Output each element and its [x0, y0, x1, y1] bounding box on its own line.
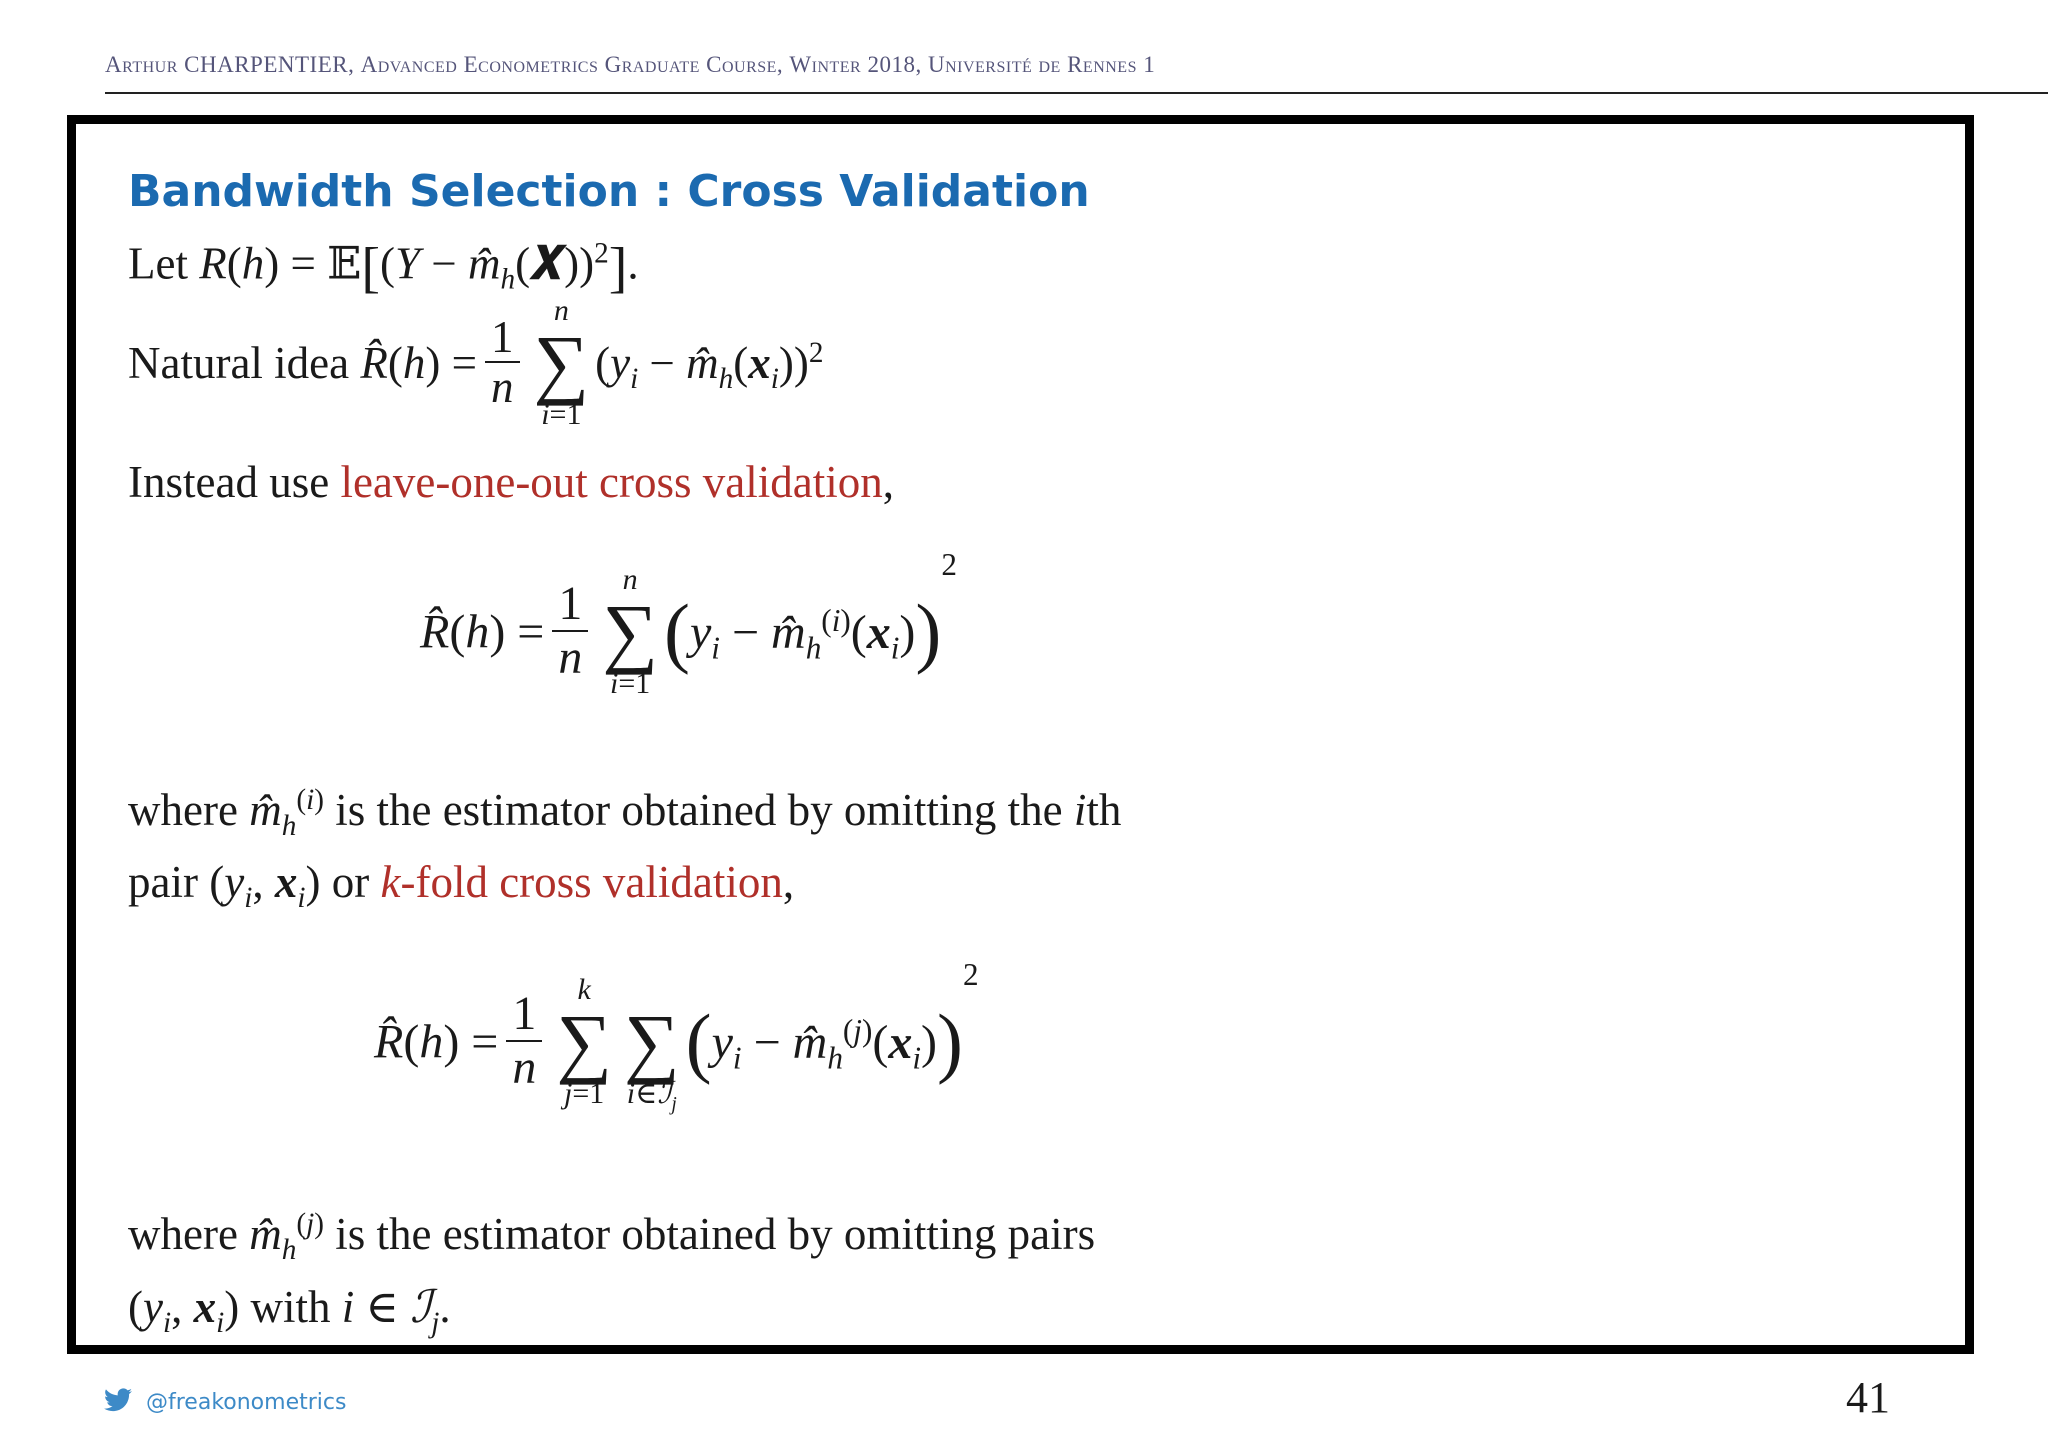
twitter-bird-icon — [104, 1388, 132, 1412]
loocv-line: Instead use leave-one-out cross validation, — [128, 457, 894, 507]
twitter-handle[interactable]: @freakonometrics — [146, 1390, 347, 1415]
kfold-estimator-line: where $m̂_h^{(j)}$ is the estimator obtained by omitting pairs — [128, 1208, 1096, 1266]
loocv-term: leave-one-out cross validation — [340, 457, 883, 507]
page-number: 41 — [1846, 1373, 1890, 1422]
kfold-line: pair ($y_i$, $x_i$) or k-fold cross validation, — [128, 857, 795, 914]
loocv-estimator-line: where $m̂_h^{(i)}$ is the estimator obtained by omitting the ith — [128, 784, 1122, 842]
risk-definition-line: Let R(h) = 𝔼[(Y − $m̂_h(𝑿))^2$]. — [128, 237, 639, 299]
natural-idea-line: Natural idea R̂(h) = $\frac{1}{n}$ n ∑ i=1 ($y_i$ − $m̂_h(x_i))^2$ — [128, 294, 824, 432]
kfold-term: -fold cross validation — [400, 857, 783, 907]
running-header: Arthur CHARPENTIER, Advanced Econometrics Graduate Course, Winter 2018, Université de Rennes 1 — [105, 52, 1156, 77]
slide-title: Bandwidth Selection : Cross Validation — [128, 166, 1090, 217]
header-rule — [105, 92, 2048, 94]
loocv-equation: R̂(h) = $\frac{1}{n}$ n ∑ i=1 ($y_i$ − $m̂_h^{(i)}(x_i))^2$ — [420, 547, 957, 701]
kfold-equation: R̂(h) = $\frac{1}{n}$ k ∑ j=1 ∑ i∈ℐ$_j$ ($y_i$ − $m̂_h^{(j)}(x_i))^2$ — [374, 957, 979, 1116]
pairs-condition-line: ($y_i$, $x_i$) with i ∈ ℐ$_j$. — [128, 1282, 451, 1339]
